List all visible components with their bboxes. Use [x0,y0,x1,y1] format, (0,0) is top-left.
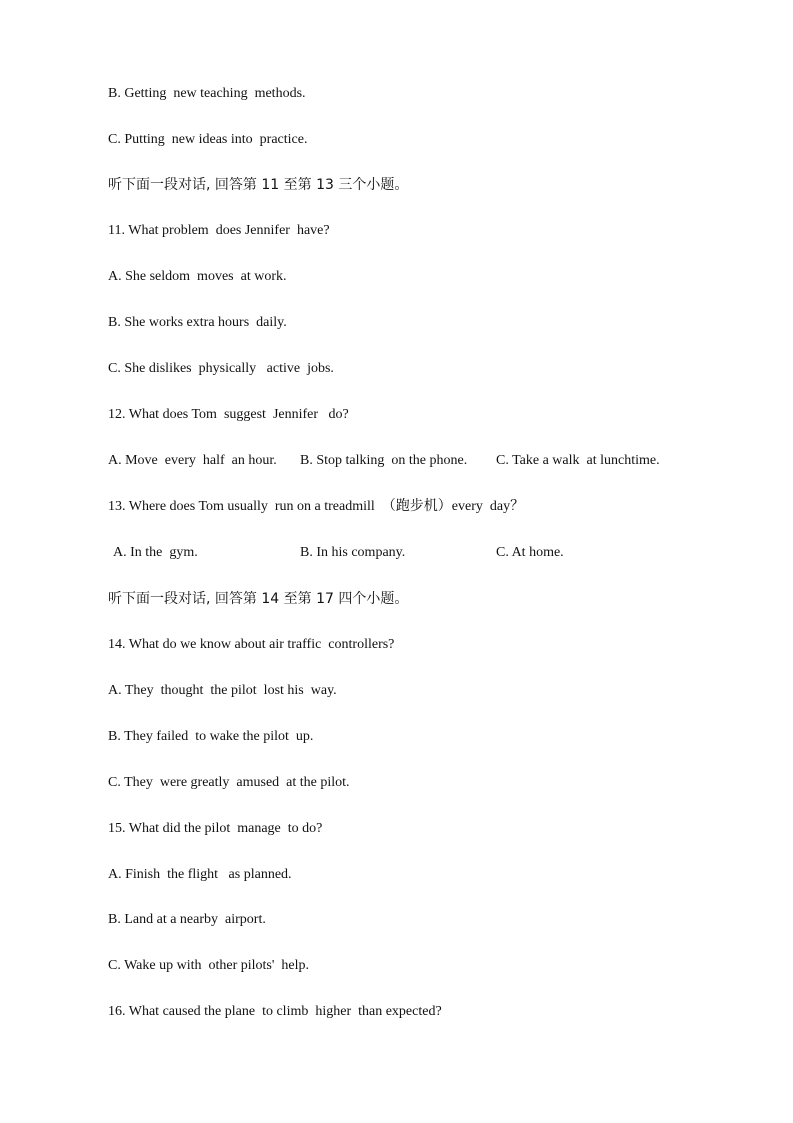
option-11c: C. She dislikes physically active jobs. [108,361,334,376]
section-instruction-14-17: 听下面一段对话, 回答第 14 至第 17 四个小题。 [108,591,409,607]
question-16: 16. What caused the plane to climb higher than expected? [108,1004,442,1019]
option-14a: A. They thought the pilot lost his way. [108,683,337,698]
option-15c: C. Wake up with other pilots' help. [108,958,310,973]
options-12 [108,452,688,470]
question-13: 13. Where does Tom usually run on a treadmill （跑步机）every day？ [108,499,525,514]
question-14: 14. What do we know about air traffic controllers? [108,637,395,652]
option-12a: A. Move every half an hour. [108,453,277,468]
option-14c: C. They were greatly amused at the pilot. [108,775,350,790]
option-10b: B. Getting new teaching methods. [108,86,306,101]
option-12c: C. Take a walk at lunchtime. [496,453,660,468]
option-14b: B. They failed to wake the pilot up. [108,729,314,744]
section-instruction-11-13: 听下面一段对话, 回答第 11 至第 13 三个小题。 [108,177,409,193]
question-12: 12. What does Tom suggest Jennifer do? [108,407,349,422]
option-13b: B. In his company. [300,545,406,560]
option-15a: A. Finish the flight as planned. [108,867,292,882]
question-15: 15. What did the pilot manage to do? [108,821,323,836]
option-15b: B. Land at a nearby airport. [108,912,266,927]
option-13c: C. At home. [496,545,564,560]
question-11: 11. What problem does Jennifer have? [108,223,330,238]
options-13 [108,544,608,562]
option-11a: A. She seldom moves at work. [108,269,287,284]
option-10c: C. Putting new ideas into practice. [108,132,308,147]
option-12b: B. Stop talking on the phone. [300,453,468,468]
option-13a: A. In the gym. [113,545,198,560]
option-11b: B. She works extra hours daily. [108,315,287,330]
